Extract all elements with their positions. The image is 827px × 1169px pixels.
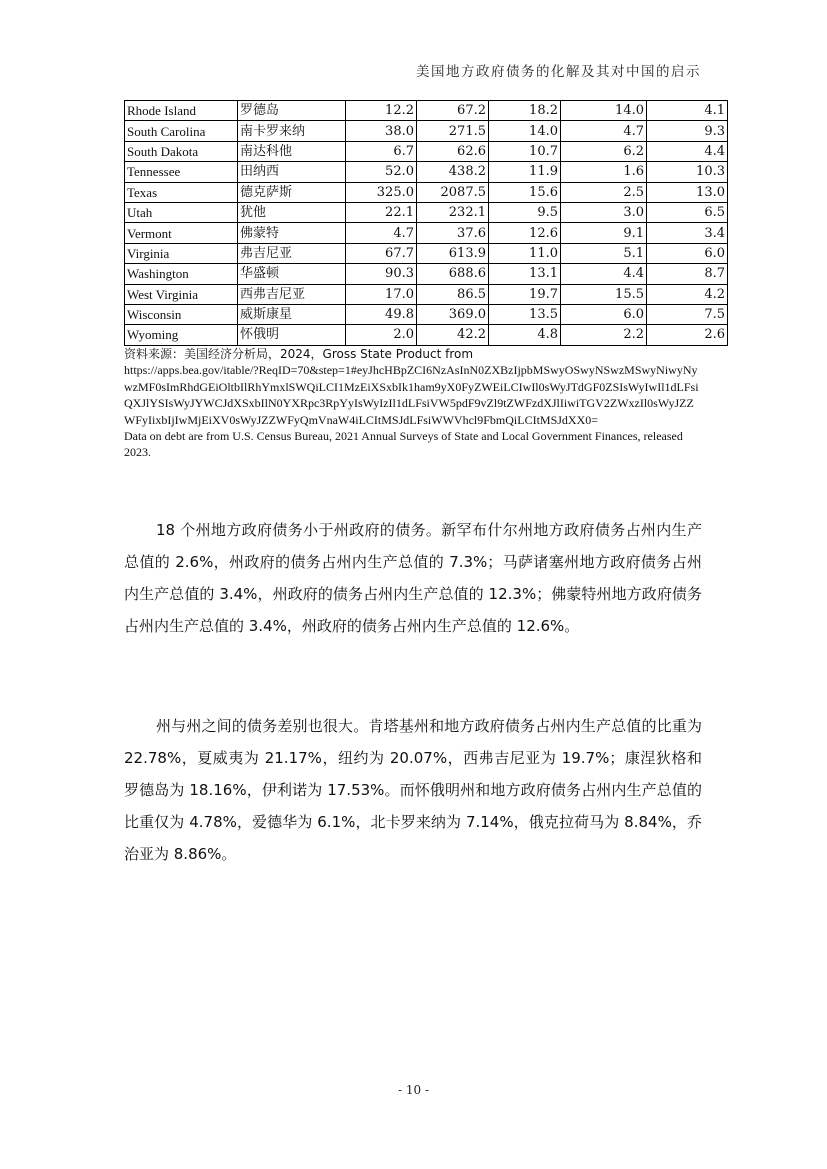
cell-state-en: Virginia — [125, 243, 238, 263]
cell-value-1: 38.0 — [346, 121, 417, 141]
cell-value-5: 6.0 — [647, 243, 728, 263]
cell-value-1: 6.7 — [346, 141, 417, 161]
cell-value-4: 2.2 — [561, 325, 647, 345]
cell-value-3: 19.7 — [489, 284, 561, 304]
cell-state-en: South Dakota — [125, 141, 238, 161]
cell-value-1: 22.1 — [346, 202, 417, 222]
cell-value-2: 688.6 — [417, 264, 489, 284]
cell-state-zh: 田纳西 — [238, 162, 346, 182]
cell-value-5: 13.0 — [647, 182, 728, 202]
table-row — [125, 223, 728, 243]
table-row — [125, 121, 728, 141]
cell-state-zh: 南达科他 — [238, 141, 346, 161]
debt-data-note: Data on debt are from U.S. Census Bureau, 2021 Annual Surveys of State and Local Government Finances, released 2023. — [124, 429, 683, 460]
cell-value-3: 12.6 — [489, 223, 561, 243]
table-row — [125, 202, 728, 222]
cell-value-2: 37.6 — [417, 223, 489, 243]
cell-state-zh: 西弗吉尼亚 — [238, 284, 346, 304]
table-row — [125, 141, 728, 161]
cell-value-4: 6.2 — [561, 141, 647, 161]
cell-value-2: 42.2 — [417, 325, 489, 345]
cell-value-1: 12.2 — [346, 101, 417, 121]
table-row — [125, 243, 728, 263]
running-header-title: 美国地方政府债务的化解及其对中国的启示 — [416, 64, 701, 80]
source-label: 资料来源：美国经济分析局，2024，Gross State Product from — [124, 347, 474, 361]
cell-state-zh: 犹他 — [238, 202, 346, 222]
cell-value-1: 90.3 — [346, 264, 417, 284]
cell-value-1: 2.0 — [346, 325, 417, 345]
cell-value-4: 3.0 — [561, 202, 647, 222]
cell-value-2: 232.1 — [417, 202, 489, 222]
cell-value-4: 5.1 — [561, 243, 647, 263]
cell-value-5: 4.4 — [647, 141, 728, 161]
cell-value-2: 438.2 — [417, 162, 489, 182]
cell-value-3: 4.8 — [489, 325, 561, 345]
cell-state-zh: 罗德岛 — [238, 101, 346, 121]
cell-value-1: 17.0 — [346, 284, 417, 304]
cell-value-5: 6.5 — [647, 202, 728, 222]
body-paragraph-1: 18 个州地方政府债务小于州政府的债务。新罕布什尔州地方政府债务占州内生产总值的 2.6%，州政府的债务占州内生产总值的 7.3%；马萨诸塞州地方政府债务占州内生产总值的 3.4%，州政府的债务占州内生产总值的 12.3%；佛蒙特州地方政府债务占州内生产总值的 3.4%，州政府的债务占州内生产总值的 12.6%。 — [124, 521, 702, 635]
cell-state-en: Texas — [125, 182, 238, 202]
cell-value-4: 14.0 — [561, 101, 647, 121]
cell-value-5: 10.3 — [647, 162, 728, 182]
cell-value-3: 13.5 — [489, 304, 561, 324]
table-row — [125, 101, 728, 121]
cell-state-en: Vermont — [125, 223, 238, 243]
cell-state-en: Wyoming — [125, 325, 238, 345]
cell-state-zh: 南卡罗来纳 — [238, 121, 346, 141]
cell-value-5: 3.4 — [647, 223, 728, 243]
cell-value-5: 7.5 — [647, 304, 728, 324]
cell-value-1: 52.0 — [346, 162, 417, 182]
table-row — [125, 304, 728, 324]
cell-value-5: 8.7 — [647, 264, 728, 284]
cell-state-zh: 德克萨斯 — [238, 182, 346, 202]
cell-state-en: South Carolina — [125, 121, 238, 141]
cell-value-2: 67.2 — [417, 101, 489, 121]
cell-value-4: 6.0 — [561, 304, 647, 324]
cell-value-3: 15.6 — [489, 182, 561, 202]
cell-value-2: 62.6 — [417, 141, 489, 161]
cell-value-3: 10.7 — [489, 141, 561, 161]
cell-state-en: Rhode Island — [125, 101, 238, 121]
cell-value-4: 4.4 — [561, 264, 647, 284]
cell-state-zh: 怀俄明 — [238, 325, 346, 345]
cell-state-zh: 佛蒙特 — [238, 223, 346, 243]
cell-state-en: Tennessee — [125, 162, 238, 182]
table-row — [125, 325, 728, 345]
table-row — [125, 264, 728, 284]
cell-state-en: Utah — [125, 202, 238, 222]
cell-value-1: 4.7 — [346, 223, 417, 243]
state-debt-table — [124, 100, 728, 346]
cell-state-zh: 弗吉尼亚 — [238, 243, 346, 263]
body-paragraph-2: 州与州之间的债务差别也很大。肯塔基州和地方政府债务占州内生产总值的比重为 22.78%，夏威夷为 21.17%，纽约为 20.07%，西弗吉尼亚为 19.7%；康涅狄格和罗德岛为 18.16%，伊利诺为 17.53%。而怀俄明州和地方政府债务占州内生产总值的比重仅为 4.78%，爱德华为 6.1%，北卡罗来纳为 7.14%，俄克拉荷马为 8.84%，乔治亚为 8.86%。 — [124, 717, 702, 863]
cell-value-4: 4.7 — [561, 121, 647, 141]
cell-value-5: 4.1 — [647, 101, 728, 121]
table-row — [125, 162, 728, 182]
cell-value-3: 11.0 — [489, 243, 561, 263]
table-row — [125, 284, 728, 304]
page-number: - 10 - — [397, 1083, 429, 1097]
cell-state-zh: 华盛顿 — [238, 264, 346, 284]
source-note — [124, 346, 704, 461]
cell-value-4: 15.5 — [561, 284, 647, 304]
cell-value-2: 2087.5 — [417, 182, 489, 202]
cell-value-3: 13.1 — [489, 264, 561, 284]
cell-value-1: 67.7 — [346, 243, 417, 263]
cell-value-4: 9.1 — [561, 223, 647, 243]
cell-value-3: 14.0 — [489, 121, 561, 141]
cell-state-en: West Virginia — [125, 284, 238, 304]
cell-value-3: 18.2 — [489, 101, 561, 121]
table-body — [125, 101, 728, 346]
cell-value-5: 4.2 — [647, 284, 728, 304]
cell-state-en: Wisconsin — [125, 304, 238, 324]
cell-value-1: 49.8 — [346, 304, 417, 324]
cell-state-en: Washington — [125, 264, 238, 284]
cell-value-1: 325.0 — [346, 182, 417, 202]
cell-value-2: 613.9 — [417, 243, 489, 263]
cell-value-4: 2.5 — [561, 182, 647, 202]
cell-value-3: 11.9 — [489, 162, 561, 182]
cell-value-3: 9.5 — [489, 202, 561, 222]
cell-value-5: 9.3 — [647, 121, 728, 141]
cell-value-4: 1.6 — [561, 162, 647, 182]
cell-value-2: 86.5 — [417, 284, 489, 304]
cell-value-2: 369.0 — [417, 304, 489, 324]
cell-value-5: 2.6 — [647, 325, 728, 345]
table-row — [125, 182, 728, 202]
cell-value-2: 271.5 — [417, 121, 489, 141]
cell-state-zh: 威斯康星 — [238, 304, 346, 324]
source-url[interactable]: https://apps.bea.gov/itable/?ReqID=70&step=1#eyJhcHBpZCI6NzAsInN0ZXBzIjpbMSwyOSwyNSwzMSwyNiwyNywzMF0sImRhdGEiOltbIlRhYmxlSWQiLCI1MzEiXSxbIk1ham9yX0FyZWEiLCIwIl0sWyJTdGF0ZSIsWyIwIl1dLFsiQXJlYSIsWyJYWCJdXSxbIlN0YXRpc3RpYyIsWyIzIl1dLFsiVW5pdF9vZl9tZWFzdXJlIiwiTGV2ZWxzIl0sWyJZZWFyIixbIjIwMjEiXV0sWyJZZWFyQmVnaW4iLCItMSJdLFsiWWVhcl9FbmQiLCItMSJdXX0= — [124, 363, 699, 427]
